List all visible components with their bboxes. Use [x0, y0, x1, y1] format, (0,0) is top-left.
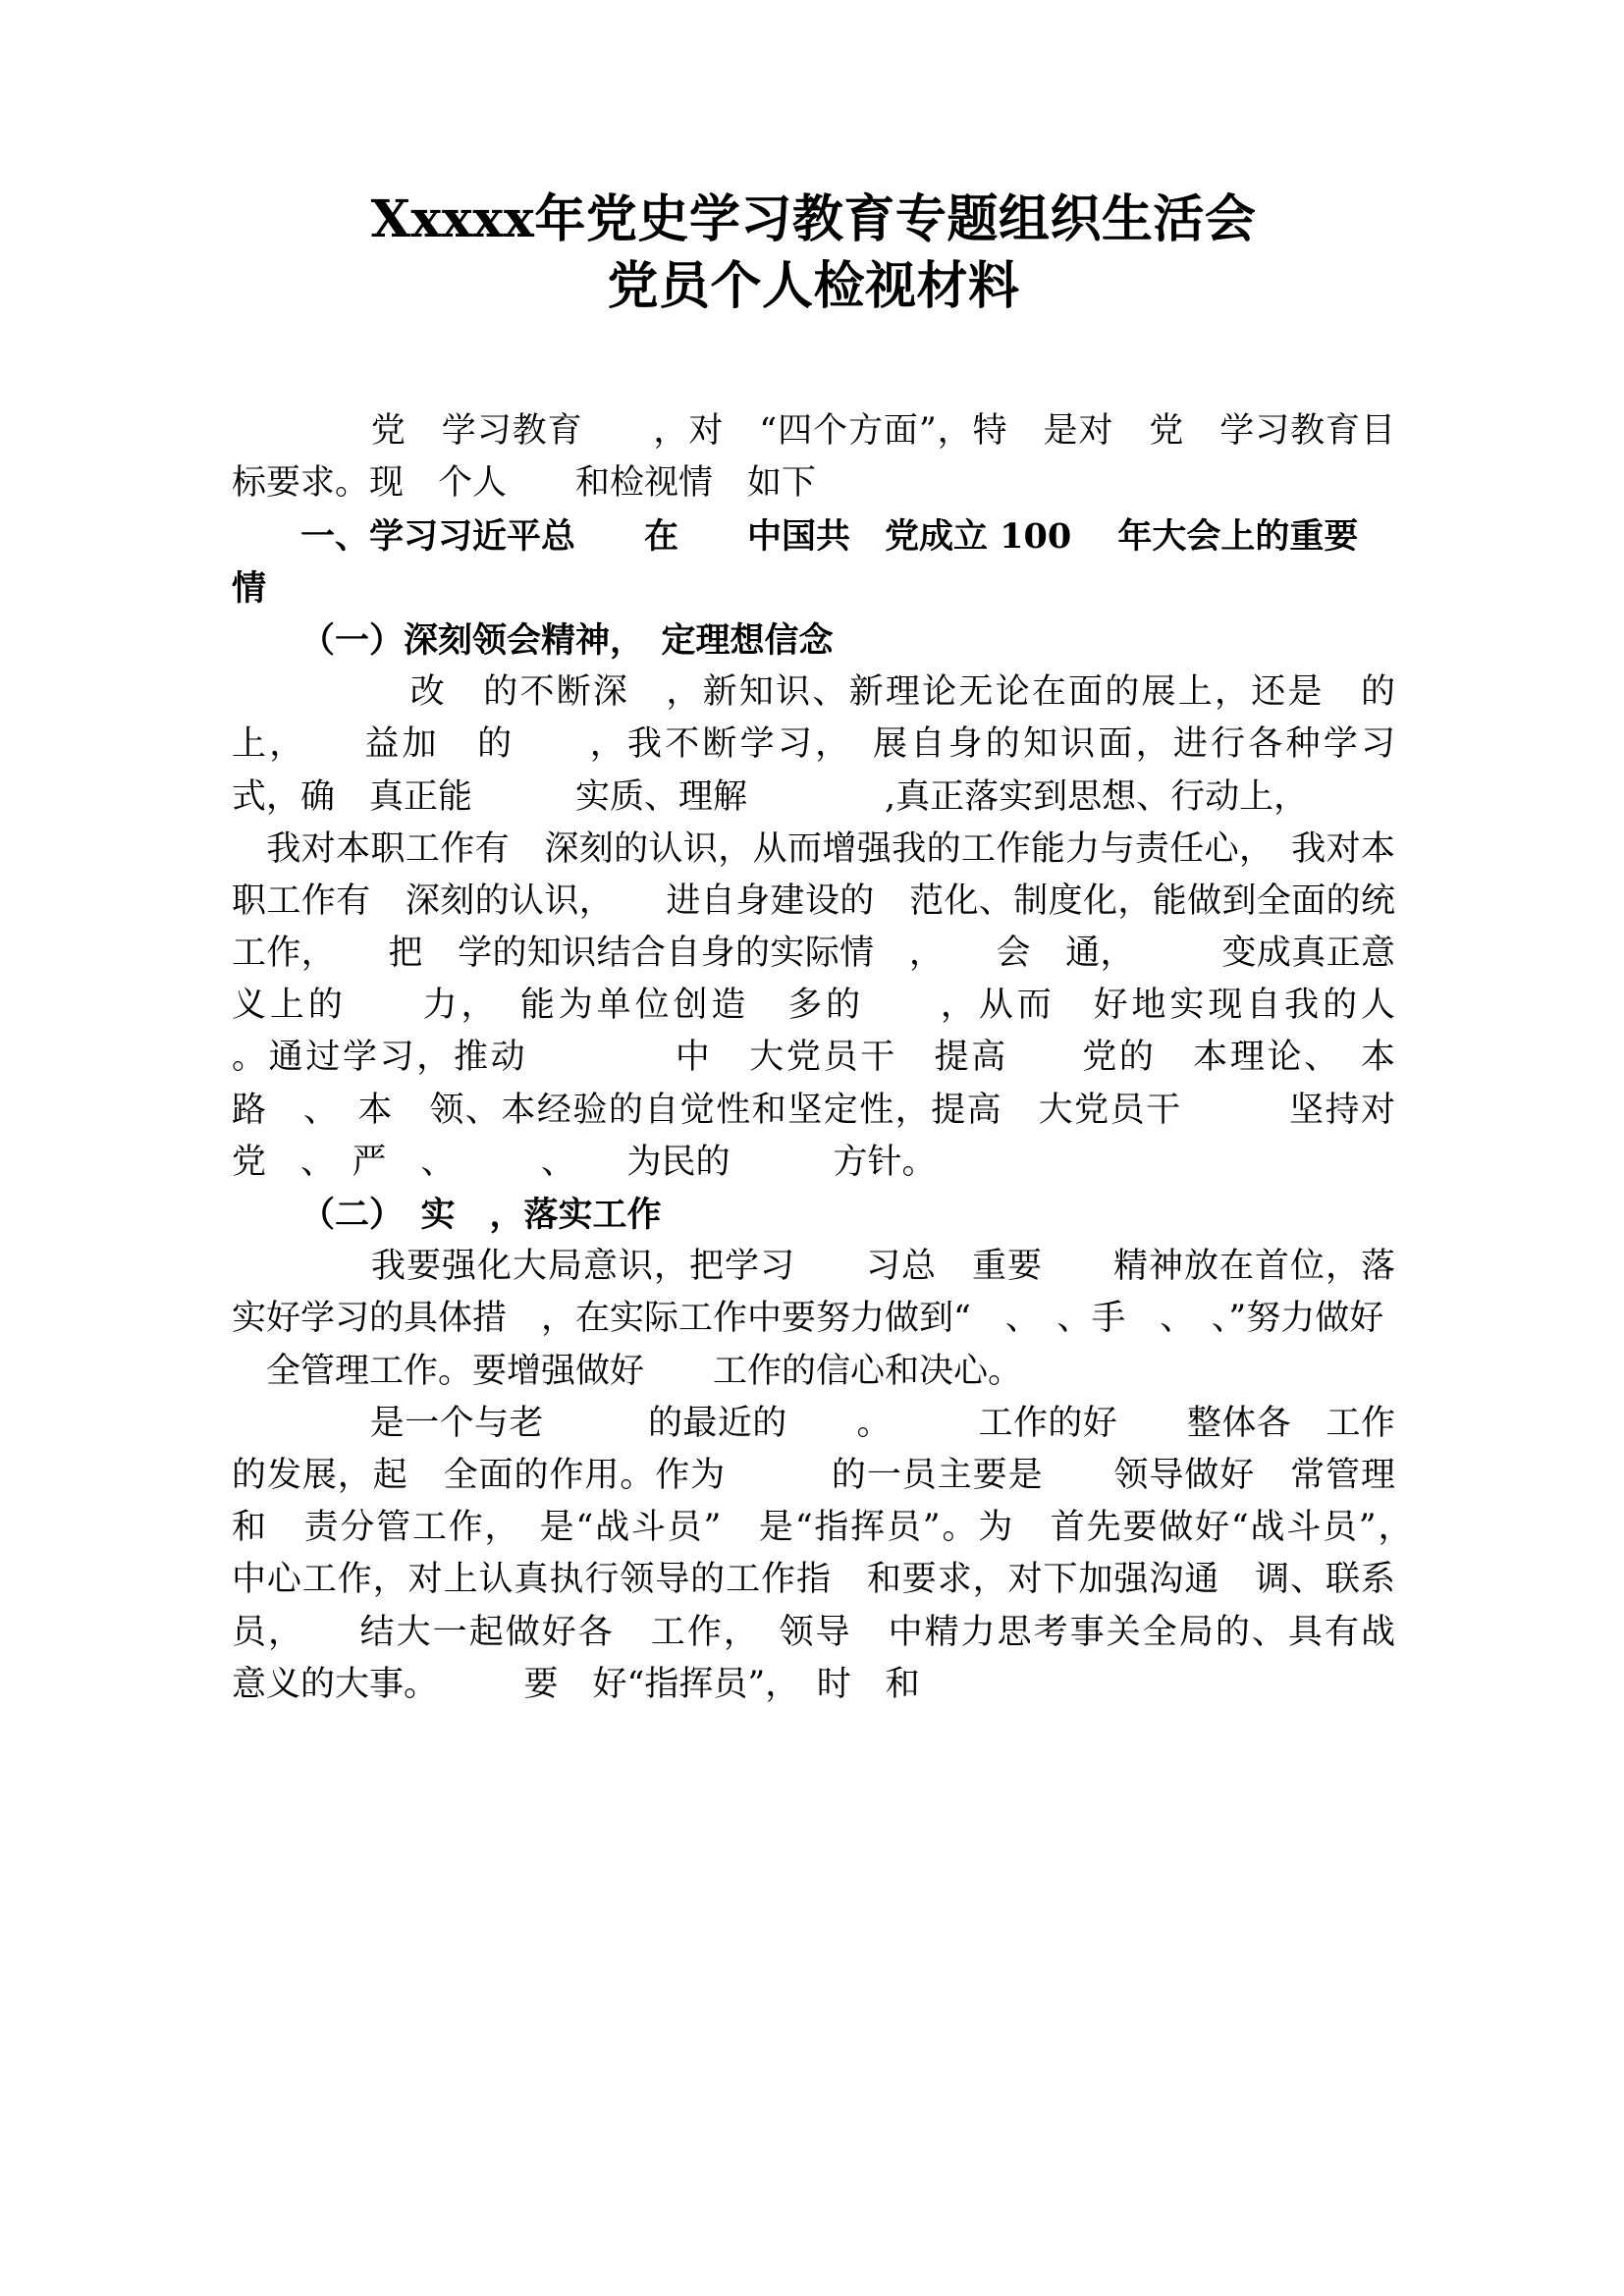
section-heading-1: 一、学习习近平总 在 中国共 党成立 100 年大会上的重要 情	[232, 515, 1393, 609]
subsection-heading-1-1: （一）深刻领会精神， 定理想信念	[300, 619, 834, 661]
title-line-1: Xxxxx年党史学习教育专题组织生活会	[370, 189, 1257, 249]
paragraph-2: 我对本职工作有 深刻的认识，从而增强我的工作能力与责任心， 我对本职工作有 深刻的认识， 进自身建设的 范化、制度化，能做到全面的统 工作， 把 学的知识结合自身的实际情 ， 会 通， 变成真正意义上的 力， 能为单位创造 多的 ，从而 好地实现自我的人 。通过学习，推动 中 大党员干 提高 党的 本理论、 本路 、 本 领、本经验的自觉性和坚定性，提高 大党员干 坚持对党 、 严 、 、 为民的 方针。	[232, 828, 1499, 1182]
document-body	[232, 405, 1534, 1711]
document-content	[232, 187, 1534, 1711]
paragraph-3: 我要强化大局意识，把学习 习总 重要 精神放在首位，落实好学习的具体措 ，在实际工作中要努力做到“ 、 、手 、 、”努力做好	[232, 1247, 1395, 1339]
subsection-heading-1-2: （二） 实 ，落实工作	[300, 1195, 662, 1235]
page-title	[232, 187, 1395, 319]
paragraph-intro: 党 学习教育 ，对 “四个方面”，特 是对 党 学习教育目标要求。现 个人 和检视情 如下	[232, 411, 1395, 504]
title-line-2: 党员个人检视材料	[607, 255, 1020, 316]
paragraph-1: 改 的不断深 ，新知识、新理论无论在面的展上，还是 的 上， 益加 的 ，我不断学习， 展自身的知识面，进行各种学习 式，确 真正能 实质、理解 ,真正落实到思想、行动上，	[232, 672, 1431, 817]
paragraph-4: 全管理工作。要增强做好 工作的信心和决心。	[232, 1351, 1023, 1391]
paragraph-5: 是一个与老 的最近的 。 工作的好 整体各 工作的发展，起 全面的作用。作为 的一员主要是 领导做好 常管理和 责分管工作， 是“战斗员” 是“指挥员”。为 首先要做好“战斗员”， 中心工作，对上认真执行领导的工作指 和要求，对下加强沟通 调、联系 员， 结大一起做好各 工作， 领导 中精力思考事关全局的、具有战 意义的大事。 要 好“指挥员”， 时 和	[232, 1403, 1534, 1704]
